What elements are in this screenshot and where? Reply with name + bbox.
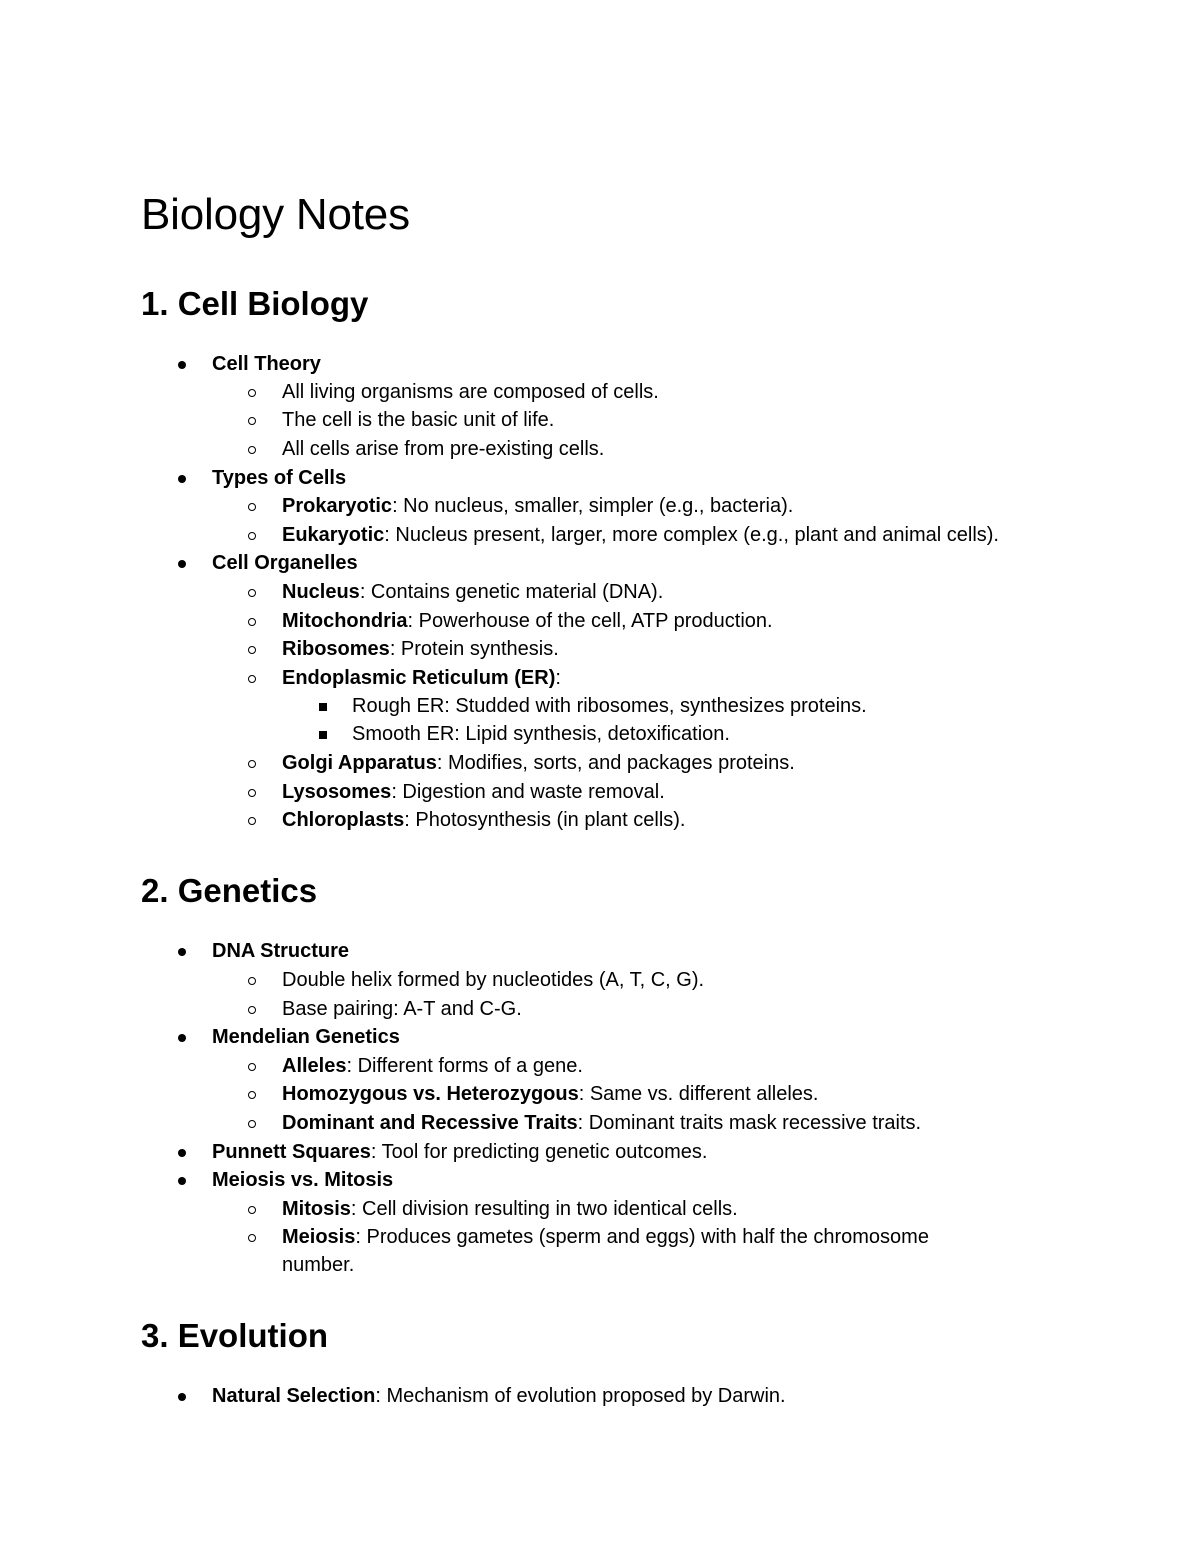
list-item xyxy=(282,521,999,549)
bullet-circle-icon xyxy=(248,1006,256,1014)
list-item xyxy=(282,635,559,663)
list-item: Base pairing: A-T and C-G. xyxy=(282,998,522,1020)
bullet-disc-icon xyxy=(178,560,186,568)
bullet-circle-icon xyxy=(248,532,256,540)
list-item-meiosis-vs-mitosis: Meiosis vs. Mitosis xyxy=(212,1169,394,1191)
bullet-disc-icon xyxy=(178,1149,186,1157)
list-item xyxy=(282,1195,738,1223)
list-item-mendelian-genetics: Mendelian Genetics xyxy=(212,1026,400,1048)
definition: : Contains genetic material (DNA). xyxy=(359,581,664,603)
list-item xyxy=(282,1052,583,1080)
list-item-cell-organelles: Cell Organelles xyxy=(212,552,358,574)
bullet-circle-icon xyxy=(248,1234,256,1242)
definition: : Digestion and waste removal. xyxy=(391,781,665,803)
bullet-circle-icon xyxy=(248,1206,256,1214)
term: Alleles xyxy=(282,1055,347,1077)
list-item-natural-selection xyxy=(212,1382,786,1410)
term: Nucleus xyxy=(282,581,360,603)
bullet-circle-icon xyxy=(248,1091,256,1099)
bullet-circle-icon xyxy=(248,1120,256,1128)
list-item xyxy=(282,1223,929,1251)
term: Dominant and Recessive Traits xyxy=(282,1112,578,1134)
term: Lysosomes xyxy=(282,781,392,803)
bullet-square-icon xyxy=(319,731,327,739)
definition: : Cell division resulting in two identical cells. xyxy=(350,1198,738,1220)
definition: : Produces gametes (sperm and eggs) with half the chromosome xyxy=(355,1226,929,1248)
list-item xyxy=(282,1080,818,1108)
list-item: Smooth ER: Lipid synthesis, detoxification. xyxy=(352,723,730,745)
list-item xyxy=(282,749,795,777)
list-item-cell-theory: Cell Theory xyxy=(212,353,321,375)
list-item xyxy=(282,607,773,635)
term: Punnett Squares xyxy=(212,1141,371,1163)
definition: : Modifies, sorts, and packages proteins. xyxy=(436,752,795,774)
list-item: The cell is the basic unit of life. xyxy=(282,409,555,431)
term: Endoplasmic Reticulum (ER) xyxy=(282,667,556,689)
definition: : Powerhouse of the cell, ATP production. xyxy=(407,610,773,632)
document-title: Biology Notes xyxy=(141,190,410,239)
section-heading-cell-biology: 1. Cell Biology xyxy=(141,285,369,322)
definition: : Nucleus present, larger, more complex (e.g., plant and animal cells). xyxy=(384,524,999,546)
bullet-disc-icon xyxy=(178,1393,186,1401)
term: Ribosomes xyxy=(282,638,390,660)
list-item xyxy=(282,1109,921,1137)
bullet-circle-icon xyxy=(248,389,256,397)
list-item xyxy=(282,664,561,692)
list-item: Double helix formed by nucleotides (A, T, C, G). xyxy=(282,969,705,991)
bullet-disc-icon xyxy=(178,475,186,483)
bullet-circle-icon xyxy=(248,618,256,626)
term: Meiosis xyxy=(282,1226,356,1248)
term: Homozygous vs. Heterozygous xyxy=(282,1083,579,1105)
definition: : xyxy=(555,667,561,689)
bullet-circle-icon xyxy=(248,446,256,454)
definition: : Dominant traits mask recessive traits. xyxy=(577,1112,922,1134)
section-heading-genetics: 2. Genetics xyxy=(141,872,318,909)
term: Natural Selection xyxy=(212,1385,376,1407)
list-item: Rough ER: Studded with ribosomes, synthesizes proteins. xyxy=(352,695,867,717)
definition: : Tool for predicting genetic outcomes. xyxy=(370,1141,708,1163)
list-item xyxy=(282,578,663,606)
term: Mitochondria xyxy=(282,610,408,632)
term: Eukaryotic xyxy=(282,524,385,546)
term: Chloroplasts xyxy=(282,809,405,831)
bullet-square-icon xyxy=(319,703,327,711)
list-item xyxy=(282,492,793,520)
definition: : Different forms of a gene. xyxy=(346,1055,583,1077)
bullet-circle-icon xyxy=(248,417,256,425)
definition: : Photosynthesis (in plant cells). xyxy=(404,809,686,831)
bullet-circle-icon xyxy=(248,503,256,511)
bullet-circle-icon xyxy=(248,675,256,683)
list-item-continuation: number. xyxy=(282,1254,355,1276)
list-item: All living organisms are composed of cells. xyxy=(282,381,659,403)
definition: : Mechanism of evolution proposed by Darwin. xyxy=(375,1385,786,1407)
bullet-circle-icon xyxy=(248,760,256,768)
bullet-circle-icon xyxy=(248,817,256,825)
bullet-circle-icon xyxy=(248,589,256,597)
bullet-disc-icon xyxy=(178,1177,186,1185)
list-item-types-of-cells: Types of Cells xyxy=(212,467,347,489)
definition: : Same vs. different alleles. xyxy=(578,1083,819,1105)
bullet-disc-icon xyxy=(178,948,186,956)
bullet-circle-icon xyxy=(248,646,256,654)
term: Mitosis xyxy=(282,1198,351,1220)
bullet-circle-icon xyxy=(248,977,256,985)
list-item xyxy=(282,778,665,806)
list-item xyxy=(282,806,686,834)
bullet-circle-icon xyxy=(248,789,256,797)
list-item-punnett-squares xyxy=(212,1138,707,1166)
list-item: All cells arise from pre-existing cells. xyxy=(282,438,605,460)
term: Golgi Apparatus xyxy=(282,752,437,774)
bullet-disc-icon xyxy=(178,1034,186,1042)
bullet-circle-icon xyxy=(248,1063,256,1071)
term: Prokaryotic xyxy=(282,495,393,517)
bullet-disc-icon xyxy=(178,361,186,369)
section-heading-evolution: 3. Evolution xyxy=(141,1317,329,1354)
definition: : Protein synthesis. xyxy=(389,638,559,660)
definition: : No nucleus, smaller, simpler (e.g., bacteria). xyxy=(392,495,794,517)
list-item-dna-structure: DNA Structure xyxy=(212,940,350,962)
